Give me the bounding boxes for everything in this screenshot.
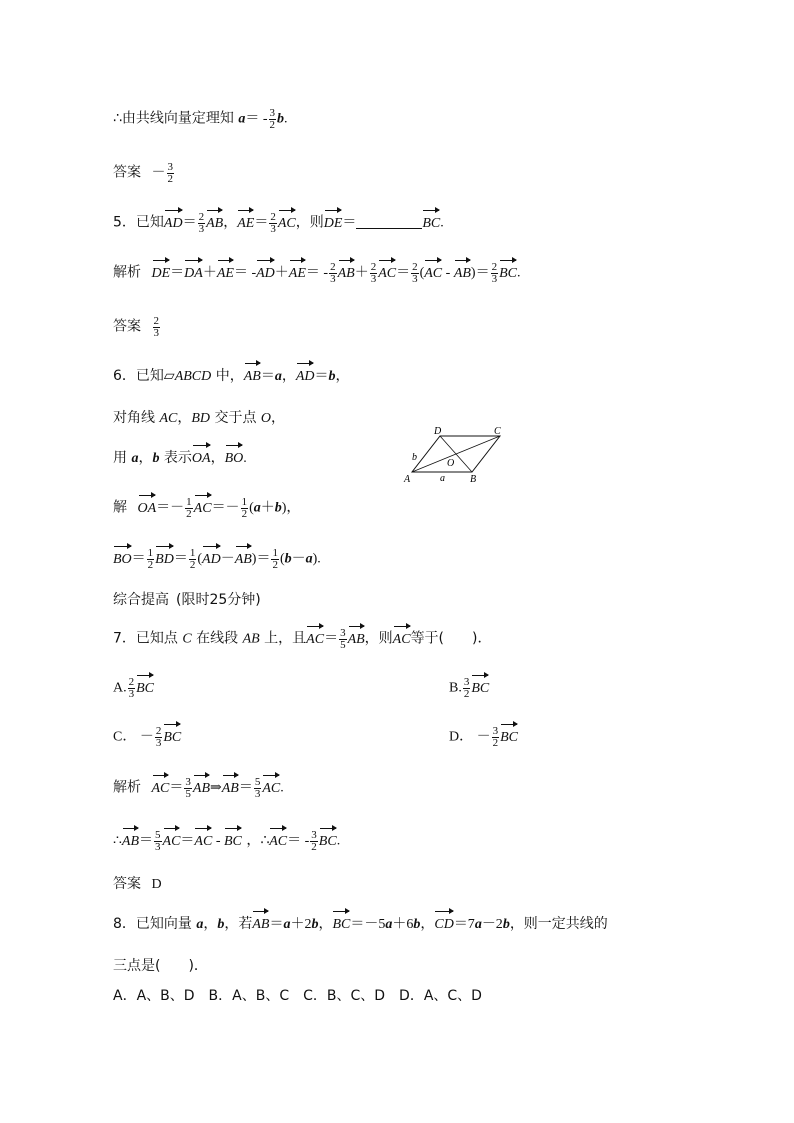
option-7D[interactable]: D． － $\frac{3}{2}$ BC bbox=[449, 725, 519, 749]
solution-6-line2: BO＝ $\frac{1}{2}$ BD＝ $\frac{1}{2}$ (AD－AB)＝ $\frac{1}{2}$ (b－a). bbox=[113, 547, 321, 571]
fraction: $\frac{3}{2}$ bbox=[167, 161, 173, 185]
fraction: $\frac{3}{2}$ bbox=[269, 107, 276, 131]
section-header: 综合提高 (限时25分钟) bbox=[113, 592, 261, 608]
label-a: a bbox=[440, 473, 445, 484]
answer-7: 答案 D bbox=[113, 876, 162, 892]
label-A: A bbox=[404, 474, 411, 485]
solution-6-line1: 解 OA＝－ $\frac{1}{2}$ AC＝－ $\frac{1}{2}$ (a＋b)， bbox=[113, 496, 301, 520]
options-8[interactable]: A．A、B、D B．A、B、C C．B、C、D D．A、C、D bbox=[113, 988, 482, 1004]
solution-5: 解析 DE＝DA＋AE＝ -AD＋AE＝ - $\frac{2}{3}$ AB＋ $\frac{2}{3}$ AC＝ $\frac{2}{3}$ (AC - AB)＝ $\frac{2}{3}$ BC. bbox=[113, 261, 521, 285]
label-b: b bbox=[412, 452, 417, 463]
answer-5: 答案 $\frac{2}{3}$ bbox=[113, 315, 159, 339]
option-7A[interactable]: A. $\frac{2}{3}$ BC bbox=[113, 676, 155, 700]
label-B: B bbox=[470, 474, 477, 485]
parallelogram-figure bbox=[398, 424, 508, 486]
label-O: O bbox=[447, 458, 455, 469]
answer-blank bbox=[356, 214, 422, 229]
question-6-line1: 6．已知▱ABCD 中，AB＝a，AD＝b， bbox=[113, 366, 349, 386]
option-7B[interactable]: B. $\frac{3}{2}$ BC bbox=[449, 676, 490, 700]
answer-prev: 答案 － $\frac{3}{2}$ bbox=[113, 161, 173, 185]
question-6-line2: 对角线 AC，BD 交于点 O， bbox=[113, 410, 286, 426]
question-8-line1: 8．已知向量 a，b，若AB＝a＋2b，BC＝－5a＋6b，CD＝7a－2b，则一定共线的 bbox=[113, 914, 608, 934]
question-6-line3: 用 a，b 表示OA，BO. bbox=[113, 448, 247, 468]
label-C: C bbox=[494, 426, 501, 437]
solution-7-line1: 解析 AC＝ $\frac{3}{5}$ AB⇒AB＝ $\frac{5}{3}$ AC. bbox=[113, 776, 284, 800]
option-7C[interactable]: C． － $\frac{2}{3}$ BC bbox=[113, 725, 182, 749]
question-7: 7．已知点 C 在线段 AB 上，且AC＝ $\frac{3}{5}$ AB，则AC等于( )． bbox=[113, 627, 492, 651]
solution-7-line2: ∴AB＝ $\frac{5}{3}$ AC＝AC - BC ，∴AC＝ - $\frac{3}{2}$ BC. bbox=[113, 829, 341, 853]
line-collinear-conclusion: ∴由共线向量定理知 a＝ - $\frac{3}{2}$ b. bbox=[113, 107, 288, 131]
question-5: 5．已知AD＝ $\frac{2}{3}$ AB，AE＝ $\frac{2}{3}$ AC，则DE＝ BC. bbox=[113, 211, 444, 235]
label-D: D bbox=[434, 426, 442, 437]
question-8-line2: 三点是( )． bbox=[113, 958, 208, 974]
